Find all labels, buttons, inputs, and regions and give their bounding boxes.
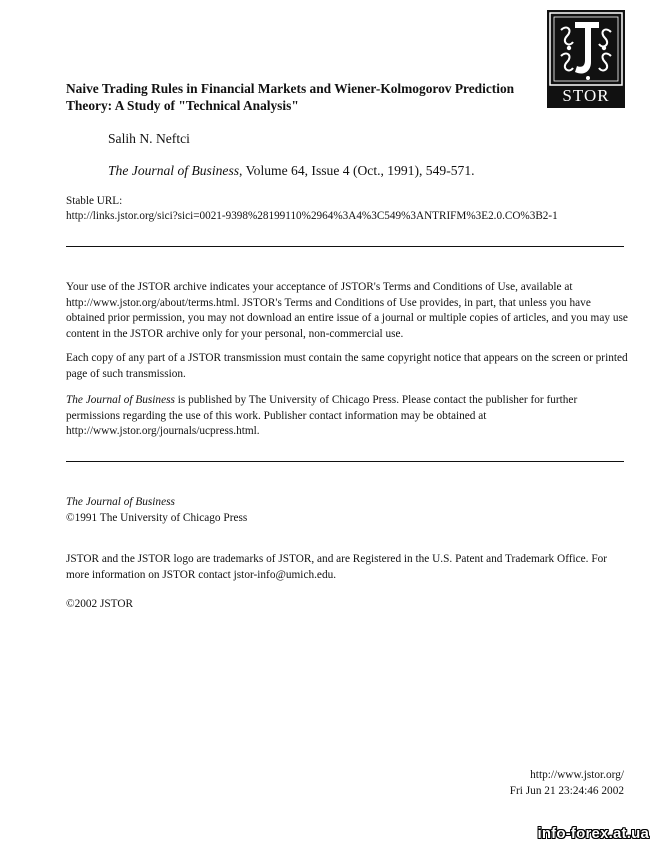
stable-url-block (66, 194, 558, 224)
watermark-text: info-forex.at.ua (537, 825, 649, 842)
jstor-logo (547, 10, 625, 108)
article-author: Salih N. Neftci (108, 131, 190, 146)
jstor-copyright: ©2002 JSTOR (66, 598, 134, 610)
footer-info (510, 768, 624, 799)
terms-paragraph-3-text: is published by The University of Chicago Press. Please contact the publisher for further permissions regarding the use of this work. Publisher contact information may be obtained at http://www.jstor.org/journals/ucpress.html. (66, 394, 578, 437)
citation-details: , Volume 64, Issue 4 (Oct., 1991), 549-571. (239, 163, 475, 178)
article-title: Naive Trading Rules in Financial Markets and Wiener-Kolmogorov Prediction Theory: A Study of "Technical Analysis" (66, 81, 515, 113)
footer-url[interactable]: http://www.jstor.org/ (530, 769, 624, 781)
stable-url-label: Stable URL: (66, 195, 123, 207)
terms-paragraph-2: Each copy of any part of a JSTOR transmission must contain the same copyright notice that appears on the screen or printed page of such transmission. (66, 352, 628, 380)
copyright-line: ©1991 The University of Chicago Press (66, 511, 248, 524)
copyright-journal: The Journal of Business (66, 496, 175, 508)
terms-journal-name: The Journal of Business (66, 394, 175, 406)
terms-paragraph-1: Your use of the JSTOR archive indicates your acceptance of JSTOR's Terms and Conditions of Use, available at http://www.jstor.org/about/terms.html. JSTOR's Terms and Conditions of Use provides, in part, that unless you have obtained prior permission, you may not download an entire issue of a journal or multiple copies of articles, and you may use content in the JSTOR archive only for your personal, non-commercial use. (66, 281, 628, 340)
footer-date: Fri Jun 21 23:24:46 2002 (509, 784, 624, 797)
trademark-notice: JSTOR and the JSTOR logo are trademarks of JSTOR, and are Registered in the U.S. Patent and Trademark Office. For more information on JSTOR contact jstor-info@umich.edu. (66, 553, 608, 581)
jstor-logo-icon (547, 10, 625, 88)
divider-bottom (66, 461, 624, 462)
copyright-block (66, 495, 247, 526)
article-citation (108, 162, 475, 179)
divider-top (66, 246, 624, 247)
stable-url-link[interactable]: http://links.jstor.org/sici?sici=0021-9398%28199110%2964%3A4%3C549%3ANTRIFM%3E2.0.CO%3B2-1 (66, 210, 558, 222)
terms-paragraph-3 (66, 393, 628, 440)
journal-name: The Journal of Business (108, 163, 240, 178)
logo-text: STOR (562, 86, 610, 105)
